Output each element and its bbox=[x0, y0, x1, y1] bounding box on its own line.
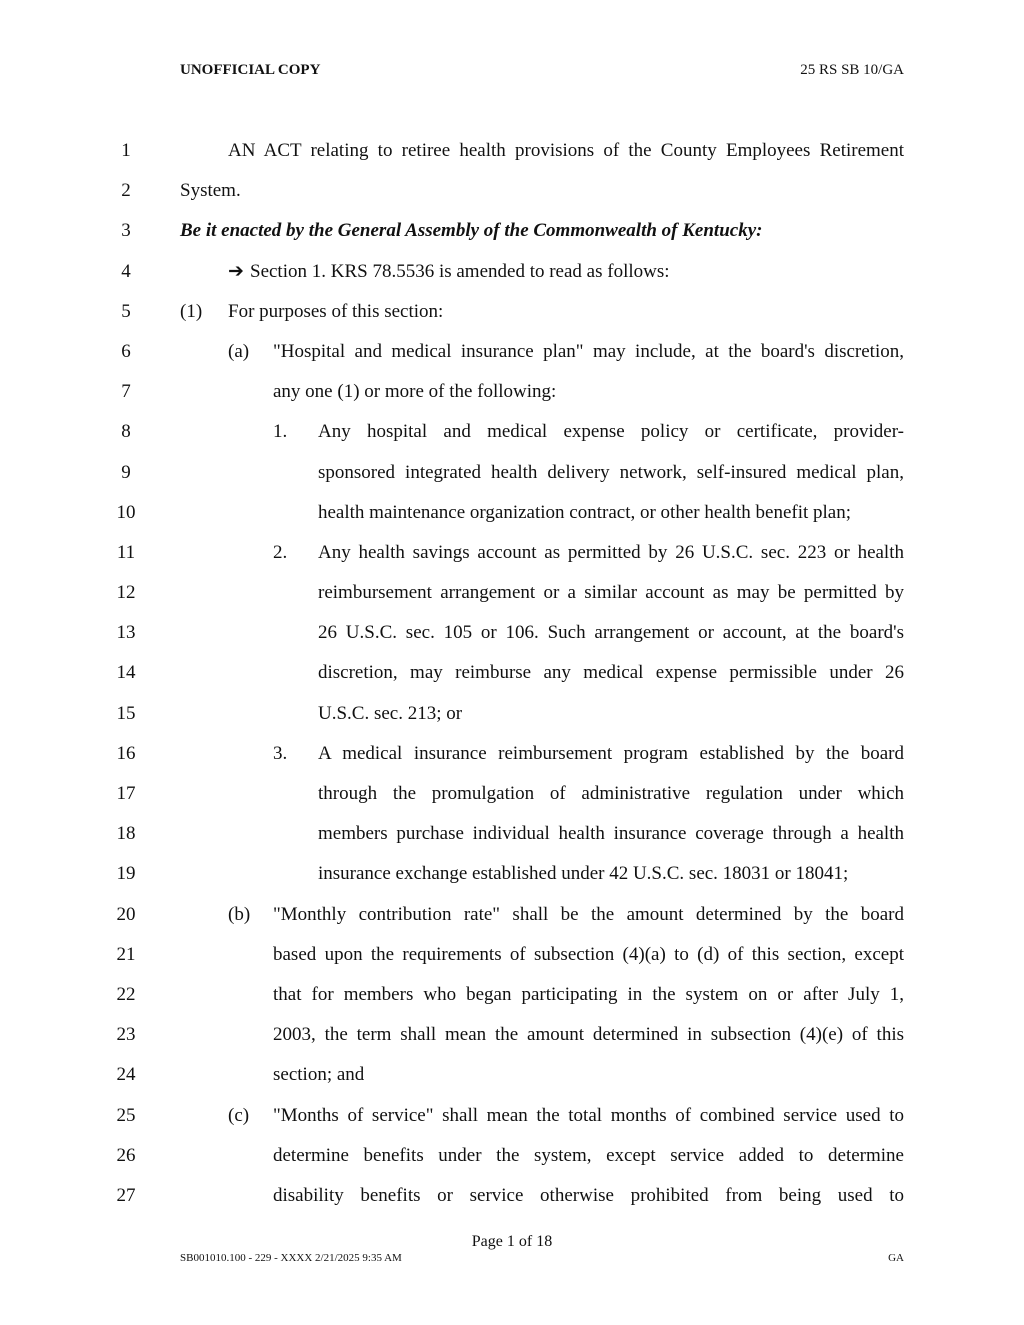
paragraph-marker: (a) bbox=[228, 340, 250, 362]
line-text: through the promulgation of administrative regulation under which bbox=[318, 783, 904, 804]
text-line bbox=[0, 1061, 1024, 1101]
line-text: sponsored integrated health delivery network, self-insured medical plan, bbox=[318, 461, 904, 483]
line-number: 27 bbox=[116, 1184, 136, 1206]
line-number: 22 bbox=[116, 983, 136, 1005]
line-number: 21 bbox=[116, 943, 136, 965]
line-number: 15 bbox=[116, 702, 136, 724]
line-text: AN ACT relating to retiree health provisions of the County Employees Retirement bbox=[228, 140, 904, 161]
line-text: System. bbox=[180, 180, 241, 202]
line-number: 26 bbox=[116, 1144, 136, 1166]
line-number: 10 bbox=[116, 501, 136, 523]
enacting-clause-line bbox=[0, 217, 1024, 257]
line-number: 17 bbox=[116, 783, 136, 804]
line-number: 5 bbox=[121, 300, 131, 322]
text-line bbox=[0, 378, 1024, 418]
line-text: health maintenance organization contract, or other health benefit plan; bbox=[318, 501, 852, 523]
line-text: based upon the requirements of subsection (4)(a) to (d) of this section, except bbox=[273, 943, 904, 965]
text-line bbox=[0, 1182, 1024, 1222]
footer-version-tag: GA bbox=[888, 1252, 904, 1264]
line-number: 6 bbox=[121, 340, 131, 362]
text-line bbox=[0, 619, 1024, 659]
text-line bbox=[0, 981, 1024, 1021]
line-number: 25 bbox=[116, 1104, 136, 1126]
line-text: section; and bbox=[273, 1064, 365, 1086]
item-marker: 2. bbox=[273, 541, 288, 563]
paragraph-marker: (b) bbox=[228, 903, 251, 925]
line-number: 19 bbox=[116, 863, 136, 885]
text-line bbox=[0, 499, 1024, 539]
text-line bbox=[0, 780, 1024, 820]
section-heading: Section 1. KRS 78.5536 is amended to read as follows: bbox=[250, 260, 670, 282]
line-number: 13 bbox=[116, 622, 136, 644]
text-line bbox=[0, 459, 1024, 499]
text-line bbox=[0, 901, 1024, 941]
line-text: determine benefits under the system, except service added to determine bbox=[273, 1144, 904, 1166]
text-line bbox=[0, 418, 1024, 458]
line-text: reimbursement arrangement or a similar account as may be permitted by bbox=[318, 582, 904, 604]
line-text: any one (1) or more of the following: bbox=[273, 381, 557, 403]
line-text: "Months of service" shall mean the total months of combined service used to bbox=[273, 1104, 904, 1126]
line-text: 2003, the term shall mean the amount determined in subsection (4)(e) of this bbox=[273, 1024, 904, 1046]
line-number: 14 bbox=[116, 662, 136, 684]
section-heading-line bbox=[0, 258, 1024, 298]
line-number: 11 bbox=[116, 541, 136, 563]
text-line bbox=[0, 860, 1024, 900]
text-line bbox=[0, 177, 1024, 217]
header-bill-id: 25 RS SB 10/GA bbox=[800, 62, 904, 78]
numbered-text-body bbox=[0, 137, 1024, 1222]
line-text: "Hospital and medical insurance plan" may include, at the board's discretion, bbox=[273, 340, 904, 362]
text-line bbox=[0, 137, 1024, 177]
line-number: 16 bbox=[116, 742, 136, 764]
text-line bbox=[0, 740, 1024, 780]
line-text: insurance exchange established under 42 U.S.C. sec. 18031 or 18041; bbox=[318, 863, 849, 885]
line-text: members purchase individual health insurance coverage through a health bbox=[318, 823, 904, 845]
text-line bbox=[0, 579, 1024, 619]
item-marker: 1. bbox=[273, 421, 288, 443]
text-line bbox=[0, 941, 1024, 981]
line-text: "Monthly contribution rate" shall be the amount determined by the board bbox=[273, 903, 904, 925]
text-line bbox=[0, 1021, 1024, 1061]
subsection-marker: (1) bbox=[180, 300, 203, 322]
text-line bbox=[0, 539, 1024, 579]
line-text: 26 U.S.C. sec. 105 or 106. Such arrangement or account, at the board's bbox=[318, 622, 904, 644]
line-number: 1 bbox=[121, 140, 131, 161]
line-number: 18 bbox=[116, 823, 136, 845]
text-line bbox=[0, 1102, 1024, 1142]
line-text: Any health savings account as permitted by 26 U.S.C. sec. 223 or health bbox=[318, 541, 904, 563]
line-text: discretion, may reimburse any medical expense permissible under 26 bbox=[318, 662, 904, 684]
header-unofficial-copy: UNOFFICIAL COPY bbox=[180, 62, 321, 78]
line-number: 2 bbox=[121, 180, 131, 202]
line-number: 8 bbox=[121, 421, 131, 443]
line-number: 7 bbox=[121, 381, 131, 403]
enacting-clause: Be it enacted by the General Assembly of the Commonwealth of Kentucky: bbox=[180, 220, 763, 242]
item-marker: 3. bbox=[273, 742, 288, 764]
text-line bbox=[0, 338, 1024, 378]
line-text: A medical insurance reimbursement program established by the board bbox=[318, 742, 904, 764]
line-text: Any hospital and medical expense policy or certificate, provider- bbox=[318, 421, 904, 443]
line-text: disability benefits or service otherwise prohibited from being used to bbox=[273, 1184, 904, 1206]
text-line bbox=[0, 700, 1024, 740]
footer-document-code: SB001010.100 - 229 - XXXX 2/21/2025 9:35 AM bbox=[180, 1252, 402, 1264]
line-number: 24 bbox=[116, 1064, 136, 1086]
line-text: For purposes of this section: bbox=[228, 300, 444, 322]
arrow-icon: ➔ bbox=[228, 260, 244, 282]
text-line bbox=[0, 659, 1024, 699]
line-number: 3 bbox=[121, 220, 131, 242]
paragraph-marker: (c) bbox=[228, 1104, 250, 1126]
page-number: Page 1 of 18 bbox=[471, 1233, 553, 1250]
text-line bbox=[0, 820, 1024, 860]
line-number: 12 bbox=[116, 582, 136, 604]
line-text: that for members who began participating in the system on or after July 1, bbox=[273, 983, 904, 1005]
line-text: U.S.C. sec. 213; or bbox=[318, 702, 463, 724]
line-number: 20 bbox=[116, 903, 136, 925]
line-number: 23 bbox=[116, 1024, 136, 1046]
text-line bbox=[0, 1142, 1024, 1182]
line-number: 4 bbox=[121, 260, 131, 282]
text-line bbox=[0, 298, 1024, 338]
line-number: 9 bbox=[121, 461, 131, 483]
